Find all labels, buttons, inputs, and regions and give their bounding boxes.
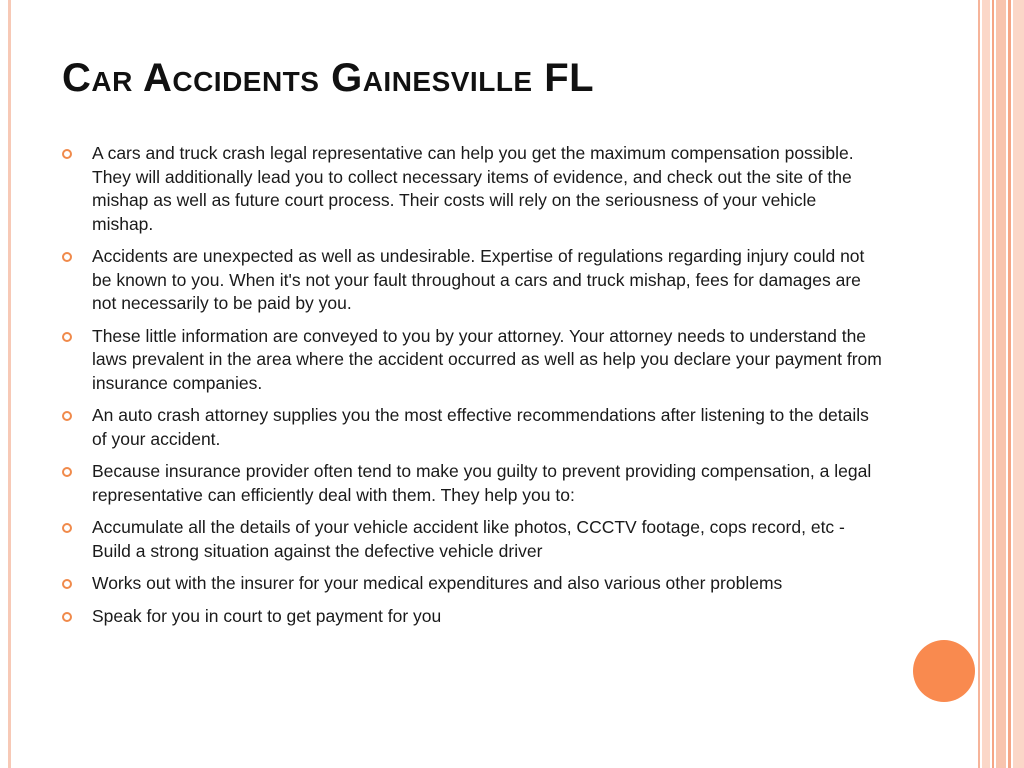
border-stripe bbox=[996, 0, 1006, 768]
bullet-text: These little information are conveyed to you by your attorney. Your attorney needs to understand the laws prevalent in the area where the accident occurred as well as help you declare your payment from insurance companies. bbox=[92, 325, 882, 393]
border-stripe bbox=[992, 0, 994, 768]
bullet-ring-icon bbox=[62, 411, 72, 421]
bullet-ring-icon bbox=[62, 332, 72, 342]
bullet-text: An auto crash attorney supplies you the most effective recommendations after listening to the details of your accident. bbox=[92, 405, 869, 449]
border-stripe bbox=[1013, 0, 1024, 768]
bullet-ring-icon bbox=[62, 252, 72, 262]
bullet-item bbox=[62, 572, 882, 596]
bullet-text: Accumulate all the details of your vehicle accident like photos, CCCTV footage, cops record, etc - Build a strong situation against the defective vehicle driver bbox=[92, 517, 845, 561]
right-border-stripes bbox=[978, 0, 1024, 768]
bullet-ring-icon bbox=[62, 579, 72, 589]
bullet-item bbox=[62, 245, 882, 316]
left-border-line bbox=[8, 0, 11, 768]
bullet-text: Accidents are unexpected as well as undesirable. Expertise of regulations regarding injury could not be known to you. When it's not your fault throughout a cars and truck mishap, fees for damages are not necessarily to be paid by you. bbox=[92, 246, 865, 313]
bullet-ring-icon bbox=[62, 523, 72, 533]
bullet-text: Because insurance provider often tend to make you guilty to prevent providing compensation, a legal representative can efficiently deal with them. They help you to: bbox=[92, 461, 872, 505]
bullet-text: Works out with the insurer for your medical expenditures and also various other problems bbox=[92, 573, 783, 593]
bullet-item bbox=[62, 460, 882, 507]
bullet-ring-icon bbox=[62, 467, 72, 477]
border-stripe bbox=[1008, 0, 1011, 768]
border-stripe bbox=[978, 0, 980, 768]
slide-title: Car Accidents Gainesville FL bbox=[62, 56, 595, 100]
border-stripe bbox=[982, 0, 990, 768]
bullet-item bbox=[62, 605, 882, 629]
decorative-orange-circle bbox=[913, 640, 975, 702]
bullet-list bbox=[62, 142, 882, 637]
bullet-item bbox=[62, 516, 882, 563]
bullet-item bbox=[62, 404, 882, 451]
bullet-item bbox=[62, 142, 882, 236]
bullet-ring-icon bbox=[62, 149, 72, 159]
bullet-ring-icon bbox=[62, 612, 72, 622]
bullet-text: Speak for you in court to get payment for you bbox=[92, 605, 442, 626]
bullet-item bbox=[62, 325, 882, 396]
bullet-text: A cars and truck crash legal representative can help you get the maximum compensation possible. They will additionally lead you to collect necessary items of evidence, and check out the site of the mishap as well as future court process. Their costs will rely on the seriousness of your vehicle mishap. bbox=[92, 143, 854, 234]
